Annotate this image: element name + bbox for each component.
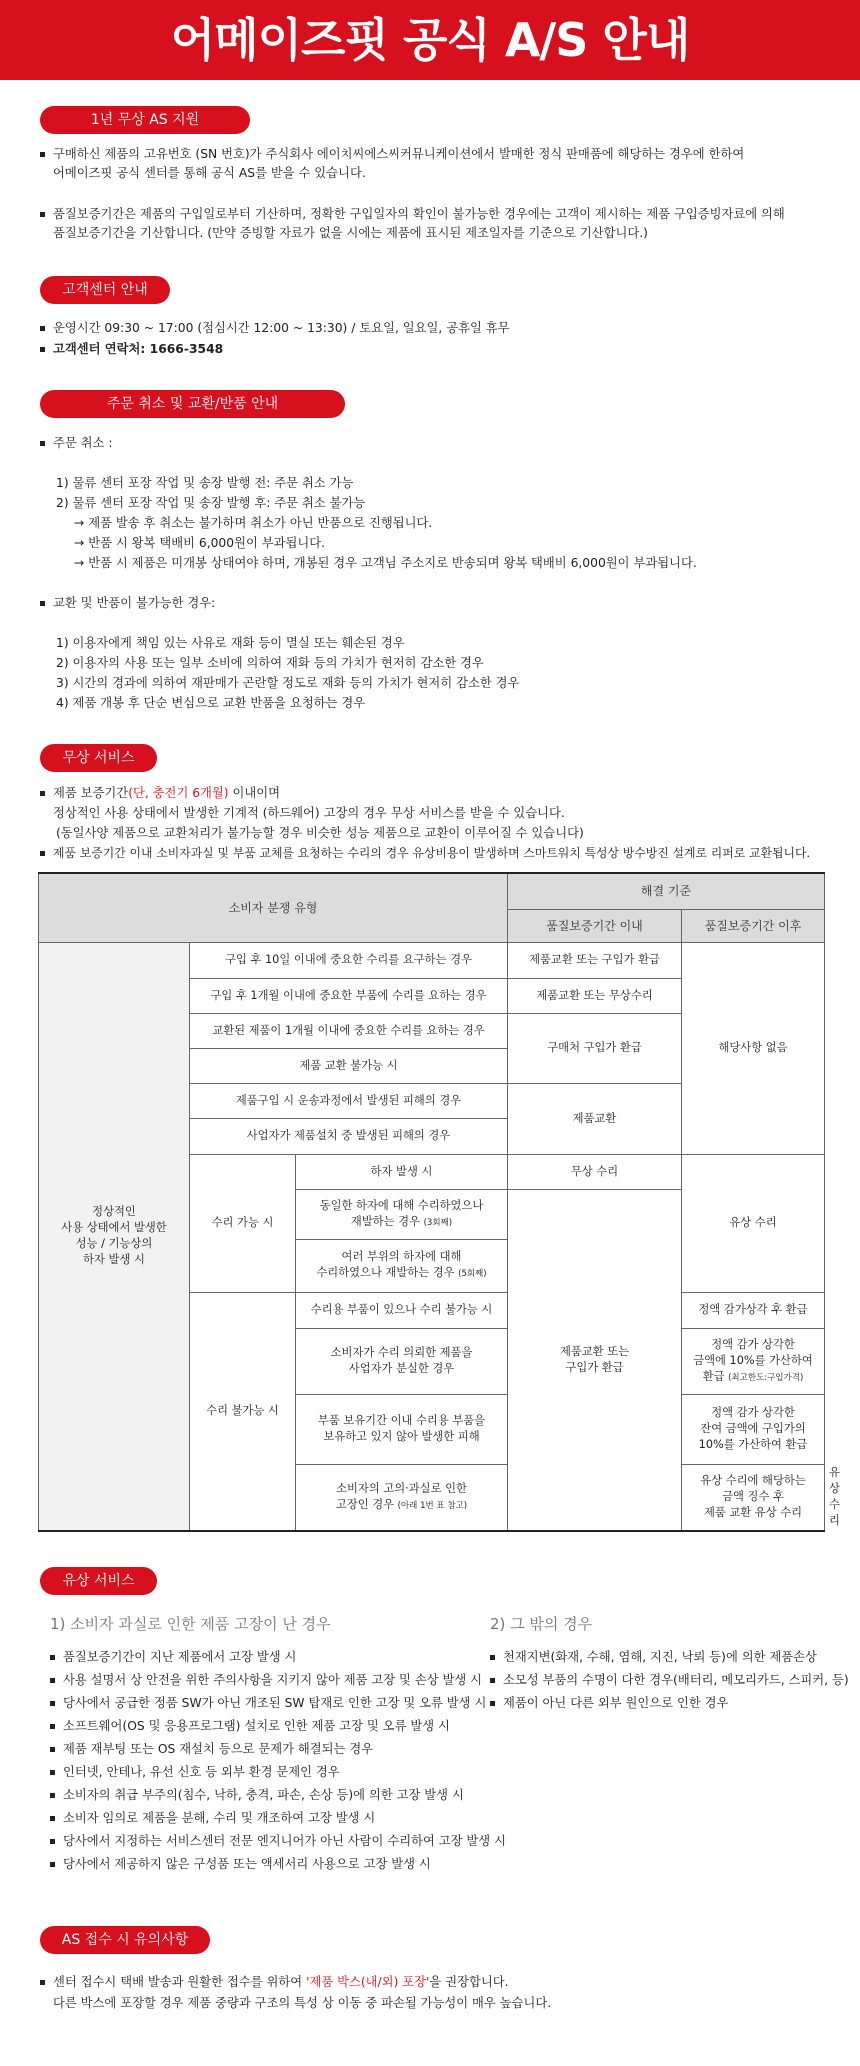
bullet [490, 1655, 495, 1660]
case-cell: 제품 교환 불가능 시 [190, 1048, 508, 1083]
sol-l3: 제품 교환 유상 수리 [703, 1506, 803, 1520]
warranty-text-1b: 어메이즈핏 공식 센터를 통해 공식 AS를 받을 수 있습니다. [53, 166, 366, 180]
paid-list-item: 당사에서 제공하지 않은 구성품 또는 액세서리 사용으로 고장 발생 시 [63, 1857, 431, 1871]
bullet [50, 1747, 55, 1752]
solution-cell: 무상 수리 [508, 1154, 682, 1189]
after-l3: 10%를 가산하여 환급 [698, 1438, 808, 1451]
warranty-text-1a: 구매하신 제품의 고유번호 (SN 번호)가 주식회사 에이치씨에스씨커뮤니케이션에서 발매한 정식 판매품에 해당하는 경우에 한하여 [53, 147, 745, 161]
paid-list-item: 사용 설명서 상 안전을 위한 주의사항을 지키지 않아 제품 고장 및 손상 발생 시 [63, 1673, 483, 1687]
case-note: (아래 1번 표 참고) [397, 1500, 468, 1511]
after-l2: 잔여 금액에 구입가의 [700, 1422, 806, 1435]
th-within: 품질보증기간 이내 [508, 909, 682, 942]
normal-condition-cell [39, 942, 190, 1531]
warranty-text-2b: 품질보증기간을 기산합니다. (만약 증빙할 자료가 없을 시에는 제품에 표시된 제조일자를 기준으로 기산합니다.) [53, 226, 648, 240]
bullet [50, 1701, 55, 1706]
paid-list-item: 소모성 부품의 수명이 다한 경우(배터리, 메모리카드, 스피커, 등) [503, 1673, 849, 1687]
paid-col2-title: 2) 그 밖의 경우 [490, 1615, 593, 1633]
bullet [50, 1816, 55, 1821]
cancel-item: 1) 물류 센터 포장 작업 및 송장 발행 전: 주문 취소 가능 [56, 476, 354, 490]
after-cell: 유상 수리 [682, 1154, 825, 1292]
bullet [490, 1678, 495, 1683]
after-cell: 해당사항 없음 [682, 942, 825, 1154]
bullet [40, 601, 45, 606]
th-type: 소비자 분쟁 유형 [39, 873, 508, 942]
paid-list-item: 소비자의 취급 부주의(침수, 낙하, 충격, 파손, 손상 등)에 의한 고장 발생 시 [63, 1788, 464, 1802]
case-note: (3회째) [423, 1217, 453, 1228]
case-l2 [300, 1497, 503, 1514]
bullet [40, 212, 45, 217]
section-label-paid: 유상 서비스 [40, 1567, 157, 1595]
sol-l1: 제품교환 또는 [559, 1344, 630, 1358]
case-l1: 소비자의 고의·과실로 인한 [336, 1481, 467, 1495]
solution-cell: 제품교환 [508, 1083, 682, 1154]
bullet [40, 441, 45, 446]
after-l3 [686, 1369, 820, 1386]
return-item: 3) 시간의 경과에 의하여 재판매가 곤란할 정도로 재화 등의 가치가 현저히 감소한 경우 [56, 676, 520, 690]
bullet [40, 326, 45, 331]
case-l1: 소비자가 수리 의뢰한 제품을 [330, 1346, 473, 1359]
solution-cell [682, 1464, 825, 1531]
solution-cell: 제품교환 또는 무상수리 [508, 978, 682, 1013]
case-note: (5회째) [458, 1269, 487, 1279]
normal-l4: 하자 발생 시 [83, 1253, 145, 1267]
section-label-center: 고객센터 안내 [40, 276, 170, 304]
return-item: 4) 제품 개봉 후 단순 변심으로 교환 반품을 요청하는 경우 [56, 696, 366, 710]
paid-list-item: 당사에서 공급한 정품 SW가 아닌 개조된 SW 탑재로 인한 고장 및 오류 발생 시 [63, 1696, 487, 1710]
notice-l1b: '제품 박스(내/외) 포장' [306, 1975, 430, 1989]
after-cell [682, 1394, 825, 1464]
case-l2 [300, 1214, 503, 1231]
case-l2-text: 고장인 경우 [335, 1497, 395, 1511]
case-cell [296, 1394, 508, 1464]
cancel-item: → 반품 시 왕복 택배비 6,000원이 부과됩니다. [74, 536, 326, 550]
case-l1: 동일한 하자에 대해 수리하였으나 [319, 1198, 484, 1212]
bullet [50, 1839, 55, 1844]
case-cell [296, 1239, 508, 1292]
return-item: 1) 이용자에게 책임 있는 사유로 재화 등이 멸실 또는 훼손된 경우 [56, 636, 405, 650]
case-cell: 구입 후 10일 이내에 중요한 수리를 요구하는 경우 [190, 942, 508, 978]
bullet [40, 791, 45, 796]
paid-list-item: 소프트웨어(OS 및 응용프로그램) 설치로 인한 제품 고장 및 오류 발생 시 [63, 1719, 450, 1733]
bullet [50, 1678, 55, 1683]
case-l2: 사업자가 분실한 경우 [348, 1362, 455, 1375]
case-cell: 구입 후 1개월 이내에 중요한 부품에 수리를 요하는 경우 [190, 978, 508, 1013]
paid-list-item: 제품이 아닌 다른 외부 원인으로 인한 경우 [503, 1696, 729, 1710]
unrepairable-cell: 수리 불가능 시 [190, 1292, 296, 1531]
case-l2: 보유하고 있지 않아 발생한 피해 [323, 1430, 480, 1443]
after-l2: 금액에 10%를 가산하여 [693, 1353, 813, 1367]
case-l2-text: 재발하는 경우 [350, 1214, 420, 1228]
case-l2-text: 수리하였으나 재발하는 경우 [316, 1266, 455, 1279]
paid-list-item: 품질보증기간이 지난 제품에서 고장 발생 시 [63, 1650, 297, 1664]
case-l1: 여러 부위의 하자에 대해 [341, 1250, 462, 1263]
bullet [50, 1770, 55, 1775]
bullet [50, 1655, 55, 1660]
free-l1c: 이내이며 [228, 786, 281, 800]
notice-l1a: 센터 접수시 택배 발송과 원활한 접수를 위하여 [53, 1975, 307, 1989]
page-title: 어메이즈핏 공식 A/S 안내 [0, 0, 860, 80]
case-cell [296, 1189, 508, 1239]
bullet [50, 1793, 55, 1798]
after-cell: 정액 감가상각 후 환급 [682, 1292, 825, 1328]
case-cell: 하자 발생 시 [296, 1154, 508, 1189]
bullet [50, 1862, 55, 1867]
warranty-text-2a: 품질보증기간은 제품의 구입일로부터 기산하며, 정확한 구입일자의 확인이 불가능한 경우에는 고객이 제시하는 제품 구입증빙자료에 의해 [53, 207, 785, 221]
case-cell [296, 1328, 508, 1394]
case-cell: 제품구입 시 운송과정에서 발생된 피해의 경우 [190, 1083, 508, 1118]
return-title: 교환 및 반품이 불가능한 경우: [53, 596, 216, 610]
paid-list-item: 당사에서 지정하는 서비스센터 전문 엔지니어가 아닌 사람이 수리하여 고장 발생 시 [63, 1834, 506, 1848]
normal-l1: 정상적인 [92, 1205, 136, 1219]
notice-line-1 [53, 1973, 509, 1992]
free-line-1 [53, 784, 280, 803]
after-l1: 정액 감가 상각한 [711, 1337, 795, 1351]
sol-l1: 유상 수리에 해당하는 [700, 1474, 806, 1488]
section-label-warranty: 1년 무상 AS 지원 [40, 106, 250, 134]
section-label-notice: AS 접수 시 유의사항 [40, 1926, 210, 1954]
return-item: 2) 이용자의 사용 또는 일부 소비에 의하여 재화 등의 가치가 현저히 감소한 경우 [56, 656, 484, 670]
normal-l2: 사용 상태에서 발생한 [61, 1221, 167, 1235]
bullet [40, 1980, 45, 1985]
bullet [50, 1724, 55, 1729]
case-l2 [300, 1265, 503, 1282]
after-l1: 정액 감가 상각한 [711, 1406, 795, 1419]
repairable-cell: 수리 가능 시 [190, 1154, 296, 1292]
paid-col1-title: 1) 소비자 과실로 인한 제품 고장이 난 경우 [50, 1615, 331, 1633]
free-l1a: 제품 보증기간 [53, 786, 129, 800]
bullet [490, 1701, 495, 1706]
case-cell: 사업자가 제품설치 중 발생된 피해의 경우 [190, 1118, 508, 1154]
paid-list-item: 인터넷, 안테나, 유선 신호 등 외부 환경 문제인 경우 [63, 1765, 340, 1779]
solution-cell: 제품교환 또는 구입가 환급 [508, 942, 682, 978]
notice-line-2: 다른 박스에 포장할 경우 제품 중량과 구조의 특성 상 이동 중 파손될 가능성이 매우 높습니다. [53, 1996, 552, 2010]
paid-list-item: 천재지변(화재, 수해, 염해, 지진, 낙뢰 등)에 의한 제품손상 [503, 1650, 817, 1664]
after-l3-text: 환급 [702, 1369, 725, 1383]
normal-l3: 성능 / 기능상의 [75, 1237, 153, 1251]
notice-l1c: 을 권장합니다. [429, 1975, 509, 1989]
case-cell: 수리용 부품이 있으나 수리 불가능 시 [296, 1292, 508, 1328]
free-line-3: (동일사양 제품으로 교환처리가 불가능할 경우 비슷한 성능 제품으로 교환이 이루어질 수 있습니다) [56, 826, 584, 840]
center-hours: 운영시간 09:30 ~ 17:00 (점심시간 12:00 ~ 13:30) / 토요일, 일요일, 공휴일 휴무 [53, 321, 510, 335]
cancel-item: 2) 물류 센터 포장 작업 및 송장 발행 후: 주문 취소 불가능 [56, 496, 366, 510]
case-cell [296, 1464, 508, 1531]
th-after: 품질보증기간 이후 [682, 909, 825, 942]
th-solution: 해결 기준 [508, 873, 825, 909]
paid-list-item: 소비자 임의로 제품을 분해, 수리 및 개조하여 고장 발생 시 [63, 1811, 376, 1825]
free-l1b: (단, 충전기 6개월) [128, 786, 229, 800]
center-phone: 고객센터 연락처: 1666-3548 [53, 342, 224, 356]
sol-l2: 구입가 환급 [565, 1360, 624, 1374]
free-line-4: 제품 보증기간 이내 소비자과실 및 부품 교체를 요청하는 수리의 경우 유상비용이 발생하며 스마트워치 특성상 방수방진 설계로 리퍼로 교환됩니다. [53, 846, 811, 860]
case-cell: 교환된 제품이 1개월 이내에 중요한 수리를 요하는 경우 [190, 1013, 508, 1048]
section-label-free: 무상 서비스 [40, 744, 157, 772]
cancel-item: → 반품 시 제품은 미개봉 상태여야 하며, 개봉된 경우 고객님 주소지로 반송되며 왕복 택배비 6,000원이 부과됩니다. [74, 556, 697, 570]
bullet [40, 152, 45, 157]
after-cell [682, 1328, 825, 1394]
bullet [40, 851, 45, 856]
solution-cell: 구매처 구입가 환급 [508, 1013, 682, 1083]
section-label-cancel: 주문 취소 및 교환/반품 안내 [40, 390, 345, 418]
dispute-table: 소비자 분쟁 유형 해결 기준 품질보증기간 이내 품질보증기간 이후 정상적인 사용 상태에서 발생한 성능 / 기능상의 하자 발생 시 구입 후 10일 이내에 중요한 수리를 요구하는 경우 제품교환 또는 구입가 환급 해당사항 없음 구입 후 1개월 이내에 중요한 부품에 수리를 요하는 경우 제품교환 또는 무상수리 교환된 제품이 1개월 이내에 중요한 수리를 요하는 경우 구매처 구입가 환급 제품 교환 불가능 시 제품구입 시 운송과정에서 발생된 피해의 경우 제품교환 사업자가 제품설치 중 발생된 피해의 경우 수리 가능 시 하자 발생 시 무상 수리 유상 수리 동일한 하자에 대해 수리하였으나 재발하는 경우 (3회째) 제품교환 또는 구입가 환급 여러 부위의 하자에 대해 수리하였으나 재발하는 경우 (5회째) 수리 불가능 시 수리용 부품이 있으나 수리 불가능 시 정액 감가상각 후 환급 소비자가 수리 의뢰한 제품을 사업자가 분실한 경우 정액 감가 상각한 금액에 10%를 가산하여 환급 (최고한도:구입가격) 부품 보유기간 이내 수리용 부품을 보유하고 있지 않아 발생한 피해 정액 감가 상각한 잔여 금액에 구입가의 10%를 가산하여 환급 소비자의 고의·과실로 인한 고장인 경우 (아래 1번 표 참고) 유상 수리에 해당하는 금액 징수 후 제품 교환 유상 수리 유상 수리 [38, 872, 825, 1532]
cancel-title: 주문 취소 : [53, 436, 113, 450]
cancel-item: → 제품 발송 후 취소는 불가하며 취소가 아닌 반품으로 진행됩니다. [74, 516, 433, 530]
bullet [40, 347, 45, 352]
solution-cell [508, 1189, 682, 1531]
after-note: (최고한도:구입가격) [728, 1372, 804, 1383]
paid-list-item: 제품 재부팅 또는 OS 재설치 등으로 문제가 해결되는 경우 [63, 1742, 374, 1756]
sol-l2: 금액 징수 후 [722, 1490, 784, 1504]
free-line-2: 정상적인 사용 상태에서 발생한 기계적 (하드웨어) 고장의 경우 무상 서비스를 받을 수 있습니다. [53, 806, 565, 820]
case-l1: 부품 보유기간 이내 수리용 부품을 [317, 1414, 486, 1427]
